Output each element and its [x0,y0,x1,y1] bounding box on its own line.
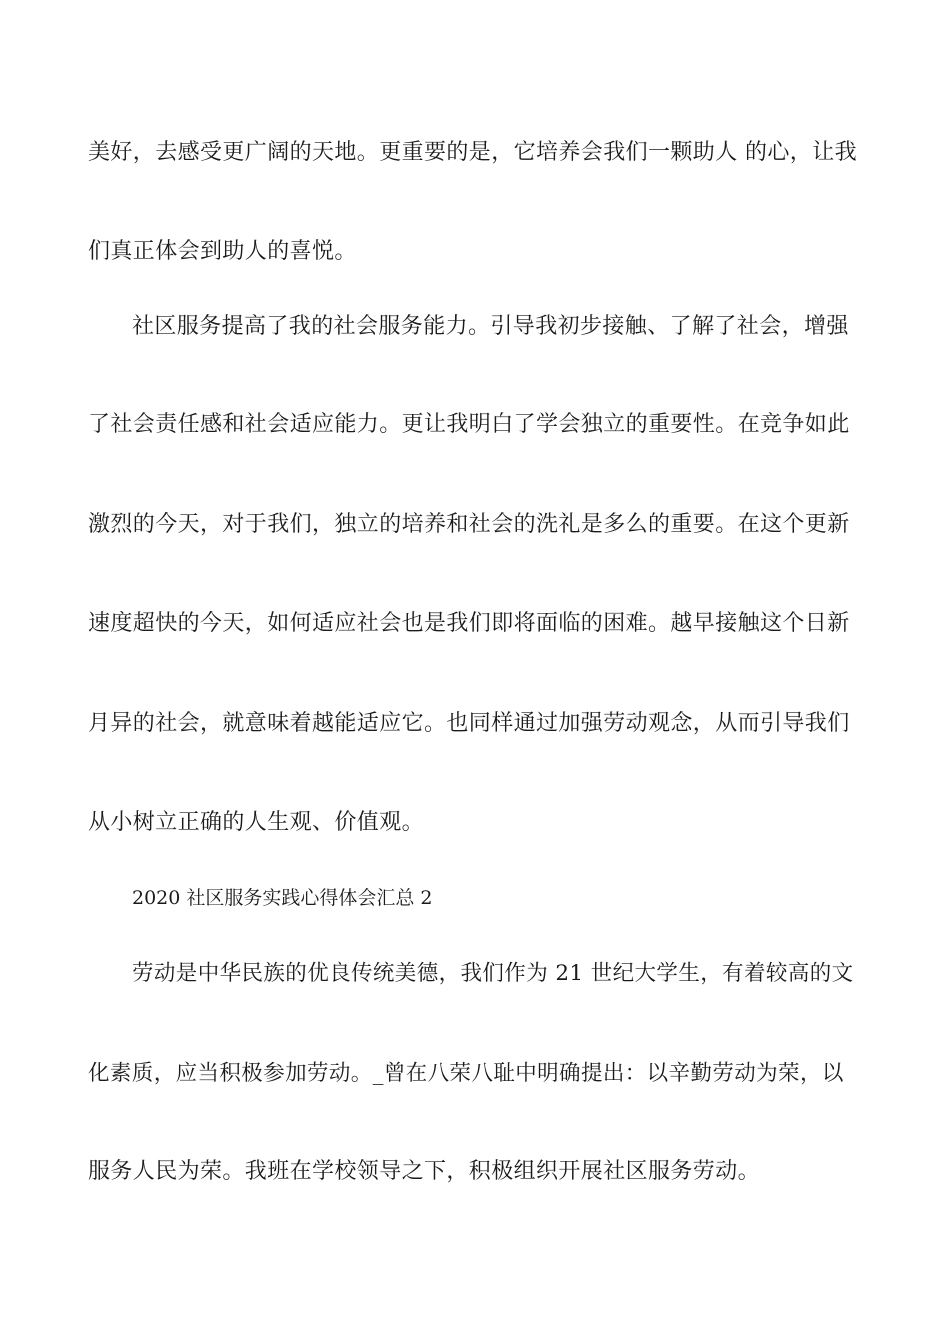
paragraph-2-line-5: 月异的社会，就意味着越能适应它。也同样通过加强劳动观念，从而引导我们 [88,711,850,736]
paragraph-2-line-2: 了社会责任感和社会适应能力。更让我明白了学会独立的重要性。在竞争如此 [88,412,850,437]
paragraph-2-line-3: 激烈的今天，对于我们，独立的培养和社会的洗礼是多么的重要。在这个更新 [88,512,850,537]
section-heading: 2020 社区服务实践心得体会汇总 2 [132,887,433,909]
paragraph-1-line-1: 美好，去感受更广阔的天地。更重要的是，它培养会我们一颗助人 的心，让我 [88,140,857,165]
paragraph-2-line-6: 从小树立正确的人生观、价值观。 [88,810,425,835]
paragraph-2-line-1: 社区服务提高了我的社会服务能力。引导我初步接触、了解了社会，增强 [132,314,849,339]
paragraph-3-line-2: 化素质，应当积极参加劳动。_曾在八荣八耻中明确提出：以辛勤劳动为荣，以 [88,1061,844,1086]
paragraph-2-line-4: 速度超快的今天，如何适应社会也是我们即将面临的困难。越早接触这个日新 [88,611,850,636]
paragraph-3-line-3: 服务人民为荣。我班在学校领导之下，积极组织开展社区服务劳动。 [88,1159,761,1184]
paragraph-1-line-2: 们真正体会到助人的喜悦。 [88,239,357,264]
paragraph-3-line-1: 劳动是中华民族的优良传统美德，我们作为 21 世纪大学生，有着较高的文 [132,961,854,986]
